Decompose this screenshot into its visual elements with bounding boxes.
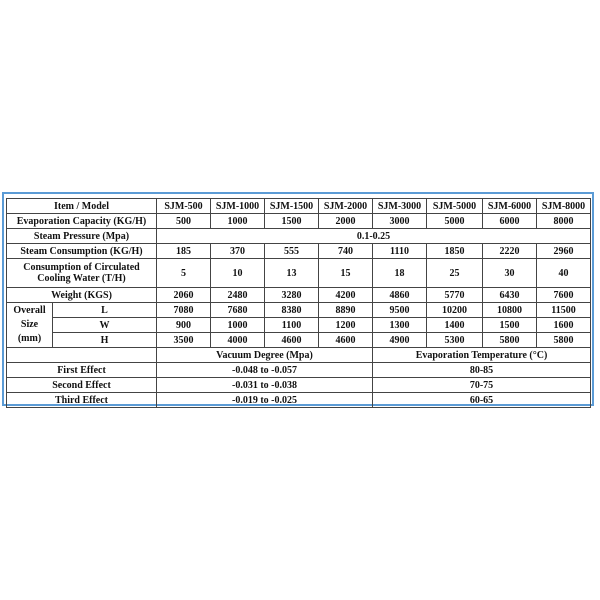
table-row	[7, 244, 591, 259]
model-header: SJM-1000	[211, 199, 265, 214]
spec-table	[6, 198, 591, 408]
effects-header-row	[7, 348, 591, 363]
table-cell: 5	[157, 259, 211, 288]
model-header: SJM-6000	[483, 199, 537, 214]
table-cell: 3000	[373, 214, 427, 229]
table-row	[7, 229, 591, 244]
table-cell: 1000	[211, 318, 265, 333]
table-cell: 1400	[427, 318, 483, 333]
table-cell: 5300	[427, 333, 483, 348]
row-label: Consumption of Circulated Cooling Water (T/H)	[7, 259, 157, 288]
table-row	[7, 318, 591, 333]
temperature-header: Evaporation Temperature (°C)	[373, 348, 591, 363]
table-row	[7, 378, 591, 393]
table-cell: 7080	[157, 303, 211, 318]
table-row	[7, 288, 591, 303]
table-cell: 3500	[157, 333, 211, 348]
table-cell: -0.019 to -0.025	[157, 393, 373, 408]
header-row	[7, 199, 591, 214]
table-cell: 1500	[265, 214, 319, 229]
table-cell: 70-75	[373, 378, 591, 393]
table-cell: 7680	[211, 303, 265, 318]
table-cell: 2060	[157, 288, 211, 303]
overall-size-line: (mm)	[17, 333, 42, 344]
table-cell: 2960	[537, 244, 591, 259]
table-cell: 1000	[211, 214, 265, 229]
table-cell: 185	[157, 244, 211, 259]
table-cell: 10800	[483, 303, 537, 318]
overall-size-label	[7, 303, 53, 348]
table-cell: 40	[537, 259, 591, 288]
model-header: SJM-3000	[373, 199, 427, 214]
table-cell: 1100	[265, 318, 319, 333]
row-label: Second Effect	[7, 378, 157, 393]
table-cell: -0.031 to -0.038	[157, 378, 373, 393]
overall-size-line: Size	[20, 319, 39, 330]
model-header: SJM-8000	[537, 199, 591, 214]
table-cell: 6430	[483, 288, 537, 303]
table-row	[7, 363, 591, 378]
table-row	[7, 333, 591, 348]
table-row	[7, 393, 591, 408]
table-cell: 25	[427, 259, 483, 288]
row-label: First Effect	[7, 363, 157, 378]
model-header: SJM-5000	[427, 199, 483, 214]
item-model-header: Item / Model	[7, 199, 157, 214]
table-cell: 5800	[483, 333, 537, 348]
table-cell: 5800	[537, 333, 591, 348]
table-cell: 4200	[319, 288, 373, 303]
blank-cell	[7, 348, 157, 363]
dimension-label: H	[53, 333, 157, 348]
table-cell: 1500	[483, 318, 537, 333]
table-cell: 1110	[373, 244, 427, 259]
table-row	[7, 303, 591, 318]
row-label: Steam Consumption (KG/H)	[7, 244, 157, 259]
table-cell: 555	[265, 244, 319, 259]
table-cell: 2000	[319, 214, 373, 229]
dimension-label: L	[53, 303, 157, 318]
table-cell: 5770	[427, 288, 483, 303]
dimension-label: W	[53, 318, 157, 333]
table-cell: 1300	[373, 318, 427, 333]
table-cell: 1850	[427, 244, 483, 259]
table-cell: 4900	[373, 333, 427, 348]
overall-size-line: Overall	[13, 305, 46, 316]
table-cell: 10200	[427, 303, 483, 318]
table-cell: 3280	[265, 288, 319, 303]
table-cell: 6000	[483, 214, 537, 229]
table-cell: 8380	[265, 303, 319, 318]
table-cell: 1200	[319, 318, 373, 333]
table-cell: 13	[265, 259, 319, 288]
table-cell: 30	[483, 259, 537, 288]
table-cell: 1600	[537, 318, 591, 333]
table-cell: 60-65	[373, 393, 591, 408]
table-cell: 370	[211, 244, 265, 259]
vacuum-header: Vacuum Degree (Mpa)	[157, 348, 373, 363]
table-row	[7, 214, 591, 229]
table-cell: 4860	[373, 288, 427, 303]
model-header: SJM-2000	[319, 199, 373, 214]
table-cell: 10	[211, 259, 265, 288]
table-cell: 2220	[483, 244, 537, 259]
row-label: Weight (KGS)	[7, 288, 157, 303]
table-cell: 2480	[211, 288, 265, 303]
table-cell: 900	[157, 318, 211, 333]
table-cell: 500	[157, 214, 211, 229]
table-cell: 7600	[537, 288, 591, 303]
row-label: Steam Pressure (Mpa)	[7, 229, 157, 244]
model-header: SJM-500	[157, 199, 211, 214]
table-cell: 15	[319, 259, 373, 288]
table-cell: 4000	[211, 333, 265, 348]
table-cell: -0.048 to -0.057	[157, 363, 373, 378]
row-label: Third Effect	[7, 393, 157, 408]
table-cell: 0.1-0.25	[157, 229, 591, 244]
model-header: SJM-1500	[265, 199, 319, 214]
table-cell: 8890	[319, 303, 373, 318]
table-row	[7, 259, 591, 288]
table-cell: 4600	[265, 333, 319, 348]
table-cell: 8000	[537, 214, 591, 229]
table-cell: 9500	[373, 303, 427, 318]
table-cell: 5000	[427, 214, 483, 229]
table-cell: 740	[319, 244, 373, 259]
row-label: Evaporation Capacity (KG/H)	[7, 214, 157, 229]
table-cell: 18	[373, 259, 427, 288]
table-cell: 4600	[319, 333, 373, 348]
table-cell: 11500	[537, 303, 591, 318]
table-cell: 80-85	[373, 363, 591, 378]
